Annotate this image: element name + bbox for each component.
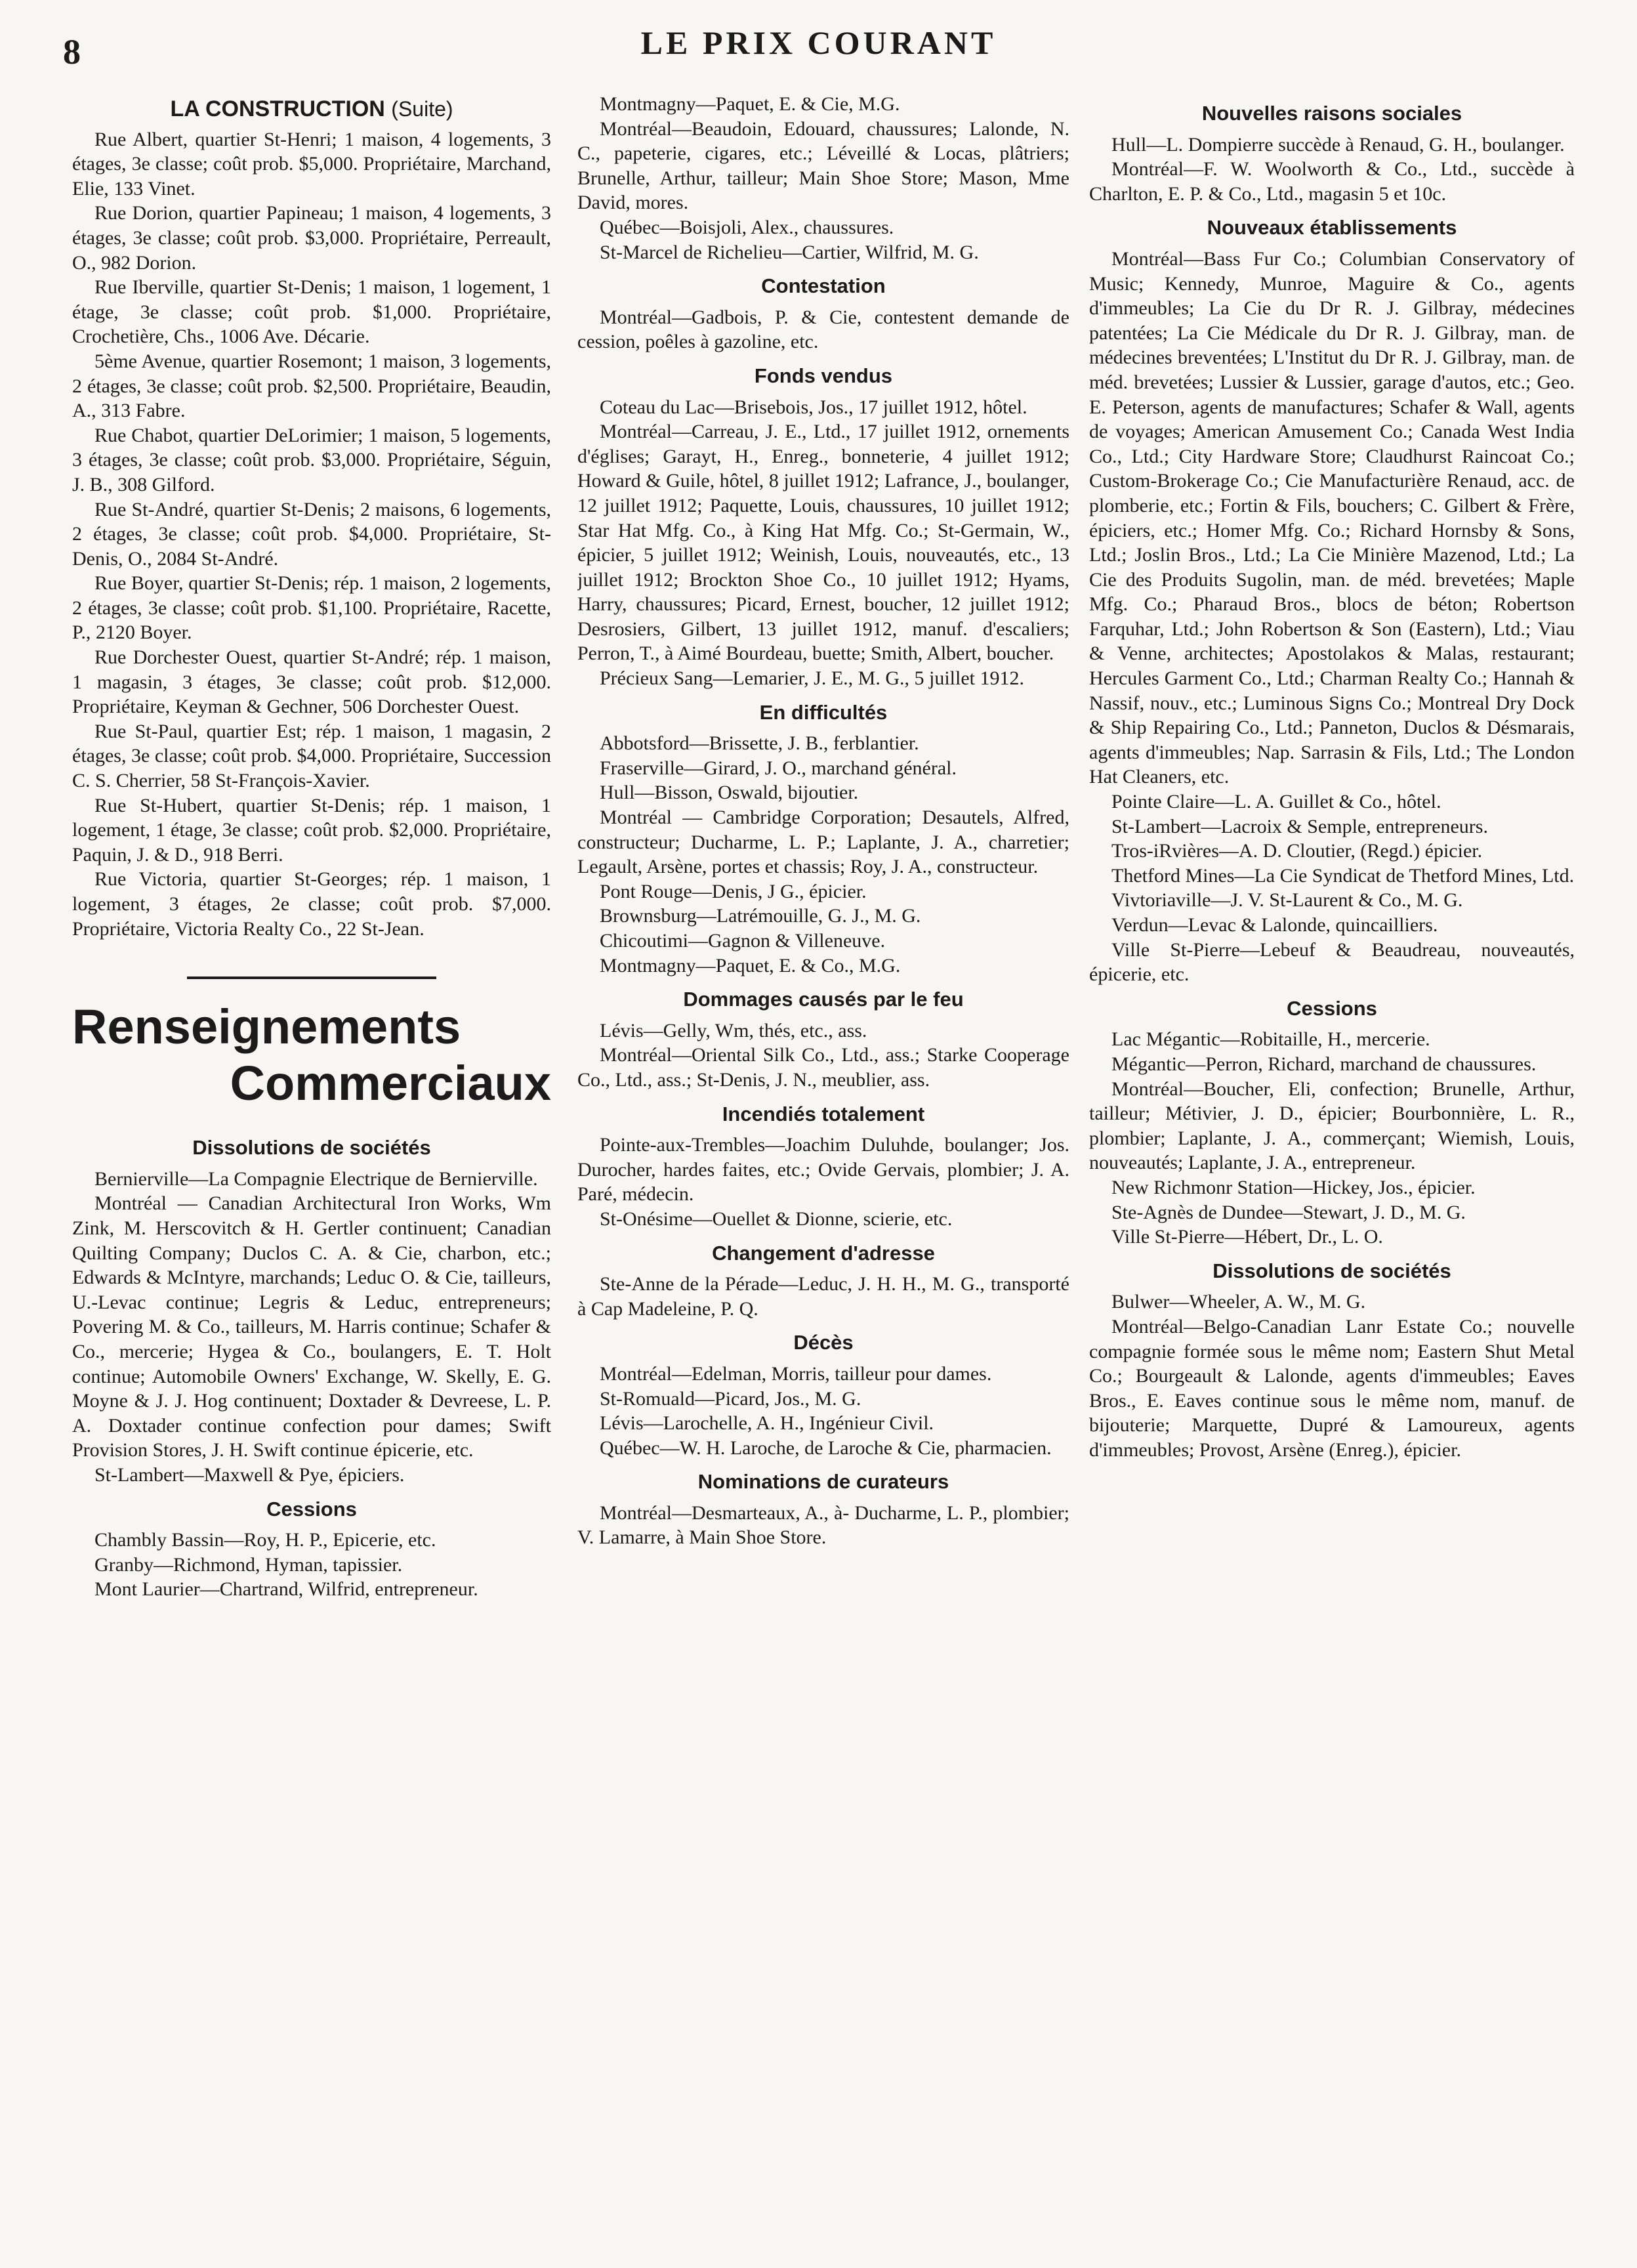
section-heading xyxy=(577,700,1069,725)
column-1 xyxy=(72,92,551,1602)
section-heading xyxy=(577,1241,1069,1266)
listing-entry: Rue Dorchester Ouest, quartier St-André; rép. 1 maison, 1 magasin, 3 étages, 3e classe; coût prob. $12,000. Propriétaire, Keyman & Gechner, 506 Dorchester Ouest. xyxy=(72,646,551,718)
section-heading xyxy=(1089,101,1575,126)
listing-entry: Ste-Anne de la Pérade—Leduc, J. H. H., M. G., transporté à Cap Madeleine, P. Q. xyxy=(577,1273,1069,1320)
section-title xyxy=(72,999,551,1112)
section-heading xyxy=(1089,215,1575,240)
section-heading-text: Cessions xyxy=(266,1497,357,1521)
listing-entry: Hull—L. Dompierre succède à Renaud, G. H., boulanger. xyxy=(1111,133,1565,156)
section-heading-suffix: (Suite) xyxy=(391,97,453,121)
listing-entry: St-Romuald—Picard, Jos., M. G. xyxy=(600,1387,861,1410)
section-title-line1: Renseignements xyxy=(72,999,461,1055)
section-heading xyxy=(577,1469,1069,1494)
section-heading-text: Incendiés totalement xyxy=(722,1102,925,1125)
listing-entry: Montréal—Beaudoin, Edouard, chaussures; Lalonde, N. C., papeterie, cigares, etc.; Léveillé & Locas, plâtriers; Brunelle, Arthur, tailleur; Main Shoe Store; Mason, Mme David, mores. xyxy=(577,117,1069,214)
section-heading xyxy=(1089,1259,1575,1284)
listing-entry: Montréal—Boucher, Eli, confection; Brunelle, Arthur, tailleur; Métivier, J. D., épicier; Bourbonnière, L. R., plombier; Laplante, J. A., commerçant; Wiemish, Louis, nouveautés; Laplante, J. A., entrepreneur. xyxy=(1089,1078,1575,1174)
column-3 xyxy=(1089,92,1575,1462)
section-heading xyxy=(577,274,1069,299)
section-heading-text: Dommages causés par le feu xyxy=(683,988,964,1011)
listing-entry: Montmagny—Paquet, E. & Co., M.G. xyxy=(600,954,901,976)
listing-entry: Brownsburg—Latrémouille, G. J., M. G. xyxy=(600,905,921,927)
listing-entry: Montréal—Gadbois, P. & Cie, contestent demande de cession, poêles à gazoline, etc. xyxy=(577,306,1069,353)
listing-entry: Montréal—Bass Fur Co.; Columbian Conservatory of Music; Kennedy, Munroe, Maguire & Co., agents d'immeubles; La Cie du Dr R. J. Gilbray, médecines patentées; La Cie Médicale du Dr R. J. Gilbray, man. de médecines breventées; L'Institut du Dr R. J. Gilbray, man. de méd. brevetées; Lussier & Lussier, garage d'autos, etc.; Geo. E. Peterson, agents de manufactures; Schafer & Wall, agents de voyages; American Amusement Co.; Canada West India Co., Ltd.; City Hardware Store; Claudhurst Raincoat Co.; Custom-Brokerage Co.; Cie Manufacturière Renaud, acc. de plomberie, etc.; Fortin & Fils, bouchers; C. Gilbert & Frère, épiciers, etc.; Homer Mfg. Co.; Richard Hornsby & Sons, Ltd.; Joslin Bros., Ltd.; La Cie Minière Mazenod, Ltd.; La Cie des Produits Sugolin, man. de méd. brevetées; Maple Mfg. Co.; Pharaud Bros., blocs de béton; Robertson Farquhar, Ltd.; John Robertson & Son (Eastern), Ltd.; Viau & Venne, architectes; Apostolakos & Malas, restaurant; Hercules Garment Co., Ltd.; Charman Realty Co.; Hannah & Nassif, nouv., etc.; Luminous Signs Co.; Montreal Dry Dock & Ship Repairing Co., Ltd.; Panneton, Duclos & Désmarais, agents d'immeubles; Nap. Sarrasin & Fils, Ltd.; The London Hat Cleaners, etc. xyxy=(1089,247,1575,788)
listing-entry: Vivtoriaville—J. V. St-Laurent & Co., M. G. xyxy=(1111,889,1463,912)
section-heading xyxy=(577,364,1069,388)
listing-entry: Coteau du Lac—Brisebois, Jos., 17 juillet 1912, hôtel. xyxy=(600,396,1027,418)
listing-entry: Rue Iberville, quartier St-Denis; 1 maison, 1 logement, 1 étage, 3e classe; coût prob. $1,000. Propriétaire, Crochetière, Chs., 1006 Ave. Décarie. xyxy=(72,276,551,348)
listing-entry: Verdun—Levac & Lalonde, quincailliers. xyxy=(1111,914,1438,936)
listing-entry: Pointe-aux-Trembles—Joachim Duluhde, boulanger; Jos. Durocher, hardes faites, etc.; Ovide Gervais, plombier; J. A. Paré, médecin. xyxy=(577,1134,1069,1206)
section-heading-text: Changement d'adresse xyxy=(712,1241,935,1265)
listing-entry: Montréal—F. W. Woolworth & Co., Ltd., succède à Charlton, E. P. & Co., Ltd., magasin 5 et 10c. xyxy=(1089,158,1575,205)
section-heading-text: En difficultés xyxy=(759,700,888,724)
listing-entry: Fraserville—Girard, J. O., marchand général. xyxy=(600,757,957,779)
listing-entry: Précieux Sang—Lemarier, J. E., M. G., 5 juillet 1912. xyxy=(600,667,1025,690)
section-heading xyxy=(1089,996,1575,1021)
listing-entry: St-Onésime—Ouellet & Dionne, scierie, etc. xyxy=(600,1208,953,1230)
page-number: 8 xyxy=(63,32,81,72)
listing-entry: Ville St-Pierre—Lebeuf & Beaudreau, nouveautés, épicerie, etc. xyxy=(1089,938,1575,986)
listing-entry: Montréal—Desmarteaux, A., à- Ducharme, L. P., plombier; V. Lamarre, à Main Shoe Store. xyxy=(577,1502,1069,1549)
section-heading-text: Nominations de curateurs xyxy=(697,1470,949,1494)
listing-entry: Tros-iRvières—A. D. Cloutier, (Regd.) épicier. xyxy=(1111,840,1483,862)
listing-entry: St-Lambert—Lacroix & Semple, entrepreneurs. xyxy=(1111,815,1488,837)
section-heading xyxy=(72,1497,551,1522)
listing-entry: Pointe Claire—L. A. Guillet & Co., hôtel. xyxy=(1111,791,1441,813)
section-heading-text: Cessions xyxy=(1287,996,1377,1020)
listing-entry: St-Lambert—Maxwell & Pye, épiciers. xyxy=(94,1463,405,1486)
listing-entry: Montréal—Edelman, Morris, tailleur pour dames. xyxy=(600,1362,992,1385)
listing-entry: Chambly Bassin—Roy, H. P., Epicerie, etc. xyxy=(94,1529,436,1551)
listing-entry: Ville St-Pierre—Hébert, Dr., L. O. xyxy=(1111,1226,1383,1248)
section-heading-text: Dissolutions de sociétés xyxy=(1212,1259,1451,1282)
listing-entry: Abbotsford—Brissette, J. B., ferblantier. xyxy=(600,732,919,755)
listing-entry: Chicoutimi—Gagnon & Villeneuve. xyxy=(600,930,886,952)
listing-entry: Rue St-André, quartier St-Denis; 2 maisons, 6 logements, 2 étages, 3e classe; coût prob. $4,000. Propriétaire, St-Denis, O., 2084 St-André. xyxy=(72,498,551,570)
listing-entry: St-Marcel de Richelieu—Cartier, Wilfrid, M. G. xyxy=(600,241,979,263)
section-heading xyxy=(577,1102,1069,1127)
listing-entry: Québec—W. H. Laroche, de Laroche & Cie, pharmacien. xyxy=(600,1437,1052,1459)
listing-entry: 5ème Avenue, quartier Rosemont; 1 maison, 3 logements, 2 étages, 3e classe; coût prob. $2,500. Propriétaire, Beaudin, A., 313 Fabre. xyxy=(72,350,551,422)
section-heading xyxy=(72,1135,551,1160)
listing-entry: Hull—Bisson, Oswald, bijoutier. xyxy=(600,782,859,804)
listing-entry: Montréal — Cambridge Corporation; Desautels, Alfred, constructeur; Ducharme, L. P.; Laplante, J. A., charretier; Legault, Arsène, portes et chassis; Roy, J. A., constructeur. xyxy=(577,807,1069,878)
listing-entry: Pont Rouge—Denis, J G., épicier. xyxy=(600,880,867,902)
section-heading-text: Nouveaux établissements xyxy=(1207,216,1457,240)
listing-entry: Lévis—Larochelle, A. H., Ingénieur Civil. xyxy=(600,1412,934,1435)
section-heading-text: Décès xyxy=(793,1331,854,1354)
section-heading xyxy=(577,1330,1069,1355)
listing-entry: Rue Chabot, quartier DeLorimier; 1 maison, 5 logements, 3 étages, 3e classe; coût prob. $3,000. Propriétaire, Séguin, J. B., 308 Gilford. xyxy=(72,424,551,495)
section-heading-text: Nouvelles raisons sociales xyxy=(1201,102,1462,125)
listing-entry: Lac Mégantic—Robitaille, H., mercerie. xyxy=(1111,1028,1430,1051)
listing-entry: Rue Dorion, quartier Papineau; 1 maison, 4 logements, 3 étages, 3e classe; coût prob. $3,000. Propriétaire, Perreault, O., 982 Dorion. xyxy=(72,202,551,274)
listing-entry: Granby—Richmond, Hyman, tapissier. xyxy=(94,1553,403,1576)
listing-entry: Montréal — Canadian Architectural Iron Works, Wm Zink, M. Herscovitch & H. Gertler continuent; Canadian Quilting Company; Duclos C. A. & Cie, charbon, etc.; Edwards & McIntyre, marchands; Leduc O. & Cie, tailleurs, U.-Levac continue; Legris & Leduc, entrepreneurs; Povering M. & Co., tailleurs, M. Harris continue; Schafer & Co., mercerie; Hygea & Co., boulangers, E. T. Holt continue; Automobile Owners' Exchange, W. Skelly, E. G. Moyne & J. J. Hog continuent; Doxtader & Devreese, L. P. A. Doxtader continue confection pour dames; Swift Provision Stores, J. H. Swift continue épicerie, etc. xyxy=(72,1192,551,1461)
section-heading-text: Dissolutions de sociétés xyxy=(192,1136,431,1160)
listing-entry: Montréal—Oriental Silk Co., Ltd., ass.; Starke Cooperage Co., Ltd., ass.; St-Denis, J. N., meublier, ass. xyxy=(577,1044,1069,1091)
listing-entry: Bulwer—Wheeler, A. W., M. G. xyxy=(1111,1291,1366,1313)
listing-entry: Rue St-Paul, quartier Est; rép. 1 maison, 1 magasin, 2 étages, 3e classe; coût prob. $4,000. Propriétaire, Succession C. S. Cherrier, 58 St-François-Xavier. xyxy=(72,720,551,792)
listing-entry: Mont Laurier—Chartrand, Wilfrid, entrepreneur. xyxy=(94,1578,478,1601)
listing-entry: Montréal—Belgo-Canadian Lanr Estate Co.; nouvelle compagnie formée sous le même nom; Eastern Shut Metal Co.; Bourgeault & Lalonde, agents d'immeubles; Eaves Bros., E. Eaves continue sous le même nom, manuf. de bijouterie; Marquette, Dupré & Lamoureux, agents d'immeubles; Provost, Arsène (Enreg.), épicier. xyxy=(1089,1315,1575,1461)
listing-entry: Lévis—Gelly, Wm, thés, etc., ass. xyxy=(600,1019,867,1041)
listing-entry: Montmagny—Paquet, E. & Cie, M.G. xyxy=(600,93,900,115)
listing-entry: Rue Boyer, quartier St-Denis; rép. 1 maison, 2 logements, 2 étages, 3e classe; coût prob. $1,100. Propriétaire, Racette, P., 2120 Boyer. xyxy=(72,572,551,644)
listing-entry: Thetford Mines—La Cie Syndicat de Thetford Mines, Ltd. xyxy=(1111,864,1575,887)
listing-entry: Montréal—Carreau, J. E., Ltd., 17 juillet 1912, ornements d'églises; Garayt, H., Enreg., bonneterie, 4 juillet 1912; Howard & Guile, hôtel, 8 juillet 1912; Lafrance, J., boulanger, 12 juillet 1912; Paquette, Louis, chaussures, 10 juillet 1912; Star Hat Mfg. Co., à King Hat Mfg. Co.; St-Germain, W., épicier, 5 juillet 1912; Weinish, Louis, nouveautés, etc., 13 juillet 1912; Brockton Shoe Co., 10 juillet 1912; Hyams, Harry, chaussures; Picard, Ernest, boucher, 12 juillet 1912; Desrosiers, Gilbert, 13 juillet 1912, manuf. d'escaliers; Perron, T., à Aimé Bourdeau, buette; Smith, Albert, boucher. xyxy=(577,421,1069,665)
listing-entry: Rue St-Hubert, quartier St-Denis; rép. 1 maison, 1 logement, 1 étage, 3e classe; coût prob. $2,000. Propriétaire, Paquin, J. & D., 918 Berri. xyxy=(72,794,551,866)
section-title-line2: Commerciaux xyxy=(230,1056,551,1111)
section-heading-text: LA CONSTRUCTION xyxy=(170,96,385,121)
listing-entry: Ste-Agnès de Dundee—Stewart, J. D., M. G. xyxy=(1111,1201,1466,1223)
listing-entry: Rue Albert, quartier St-Henri; 1 maison, 4 logements, 3 étages, 3e classe; coût prob. $5,000. Propriétaire, Marchand, Elie, 133 Vinet. xyxy=(72,128,551,200)
section-heading xyxy=(577,987,1069,1012)
listing-entry: Rue Victoria, quartier St-Georges; rép. 1 maison, 1 logement, 3 étages, 2e classe; coût prob. $7,000. Propriétaire, Victoria Realty Co., 22 St-Jean. xyxy=(72,868,551,940)
divider-rule xyxy=(187,976,436,979)
section-heading-text: Fonds vendus xyxy=(754,364,893,387)
listing-entry: Bernierville—La Compagnie Electrique de Bernierville. xyxy=(94,1167,538,1190)
listing-entry: Mégantic—Perron, Richard, marchand de chaussures. xyxy=(1111,1053,1537,1075)
listing-entry: New Richmonr Station—Hickey, Jos., épicier. xyxy=(1111,1176,1476,1198)
listing-entry: Québec—Boisjoli, Alex., chaussures. xyxy=(600,216,894,238)
section-heading-text: Contestation xyxy=(761,274,886,298)
column-2 xyxy=(577,92,1069,1550)
section-heading xyxy=(72,97,551,122)
running-title: LE PRIX COURANT xyxy=(640,24,997,61)
